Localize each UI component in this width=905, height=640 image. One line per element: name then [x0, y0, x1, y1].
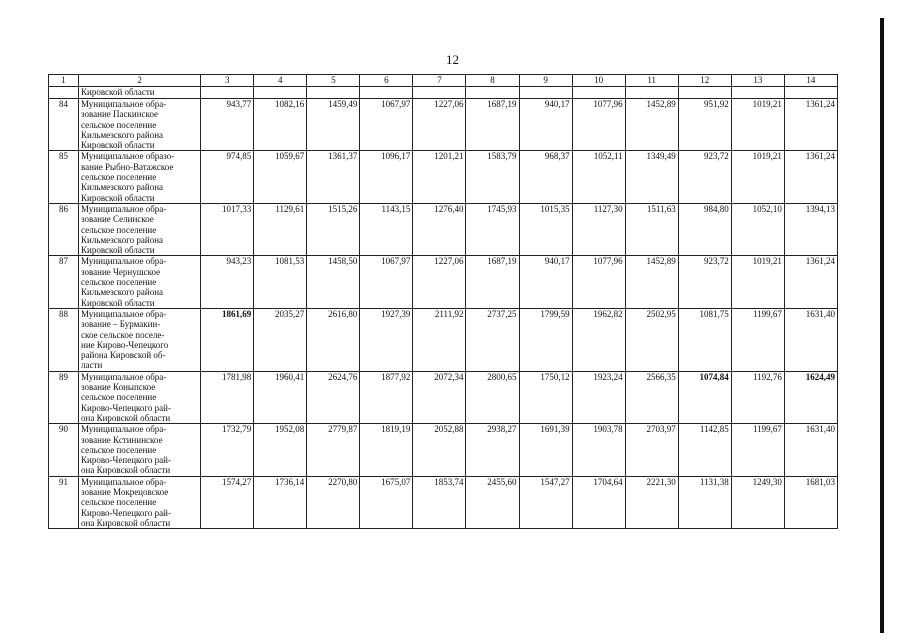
- value-cell-col-14: 1624,49: [784, 371, 837, 423]
- value-cell-col-4: 1952,08: [254, 424, 307, 476]
- municipality-name-line: Кировской области: [81, 192, 155, 203]
- value-cell-col-5: 1459,49: [307, 99, 360, 151]
- municipality-name-line: ние Кирово-Чепецкого: [81, 339, 169, 350]
- value-cell-col-12: 1131,38: [678, 476, 731, 528]
- municipality-name-line: Кировской области: [81, 297, 155, 308]
- value-cell-col-10: 1052,11: [572, 151, 625, 203]
- continuation-empty-cell: [572, 87, 625, 99]
- value-cell-col-3: 1861,69: [201, 308, 254, 371]
- page-edge-bar: [880, 18, 884, 633]
- value-cell-col-3: 943,77: [201, 99, 254, 151]
- municipality-name-cell: [79, 99, 201, 151]
- table-row: [49, 476, 838, 528]
- column-header-4: 4: [254, 75, 307, 87]
- value-cell-col-4: 1081,53: [254, 256, 307, 308]
- continuation-empty-cell: [360, 87, 413, 99]
- municipality-name-line: Кильмезского района: [81, 234, 164, 245]
- municipality-name-line: сельское поселение: [81, 497, 157, 508]
- column-header-11: 11: [625, 75, 678, 87]
- value-cell-col-13: 1052,10: [731, 203, 784, 255]
- municipality-name-line: Муниципальное обра-: [81, 308, 167, 319]
- municipality-name-cell: [79, 424, 201, 476]
- value-cell-col-6: 1096,17: [360, 151, 413, 203]
- municipality-name-line: она Кировской области: [81, 465, 171, 476]
- value-cell-col-4: 1960,41: [254, 371, 307, 423]
- value-cell-col-7: 1853,74: [413, 476, 466, 528]
- municipality-name-line: Кировской области: [81, 140, 155, 151]
- table-continuation-row: [49, 87, 838, 99]
- value-cell-col-9: 940,17: [519, 256, 572, 308]
- value-cell-col-10: 1077,96: [572, 99, 625, 151]
- table-row: [49, 308, 838, 371]
- continuation-empty-cell: [731, 87, 784, 99]
- row-number-cell: 86: [49, 203, 79, 255]
- value-cell-col-6: 1067,97: [360, 99, 413, 151]
- value-cell-col-4: 1059,67: [254, 151, 307, 203]
- value-cell-col-9: 940,17: [519, 99, 572, 151]
- value-cell-col-9: 1799,59: [519, 308, 572, 371]
- value-cell-col-7: 1227,06: [413, 256, 466, 308]
- value-cell-col-11: 2566,35: [625, 371, 678, 423]
- value-cell-col-9: 1547,27: [519, 476, 572, 528]
- continuation-empty-cell: [519, 87, 572, 99]
- value-cell-col-5: 1458,50: [307, 256, 360, 308]
- value-cell-col-8: 1687,19: [466, 256, 519, 308]
- value-cell-col-4: 2035,27: [254, 308, 307, 371]
- column-header-1: 1: [49, 75, 79, 87]
- municipality-name-line: зование Чернушское: [81, 266, 161, 277]
- value-cell-col-7: 2072,34: [413, 371, 466, 423]
- value-cell-col-6: 1819,19: [360, 424, 413, 476]
- value-cell-col-14: 1361,24: [784, 256, 837, 308]
- value-cell-col-3: 943,23: [201, 256, 254, 308]
- municipality-name-line: Кирово-Чепецкого рай-: [81, 402, 171, 413]
- value-cell-col-10: 1962,82: [572, 308, 625, 371]
- column-header-14: 14: [784, 75, 837, 87]
- value-cell-col-7: 1227,06: [413, 99, 466, 151]
- value-cell-col-5: 2779,87: [307, 424, 360, 476]
- municipality-name-cell: [79, 151, 201, 203]
- municipality-name-line: вание Рыбно-Ватажское: [81, 161, 174, 172]
- row-number-cell: 88: [49, 308, 79, 371]
- table-row: [49, 371, 838, 423]
- municipality-name-line: Муниципальное обра-: [81, 424, 167, 435]
- value-cell-col-10: 1704,64: [572, 476, 625, 528]
- value-cell-col-3: 974,85: [201, 151, 254, 203]
- row-number-cell: 87: [49, 256, 79, 308]
- continuation-empty-cell: [307, 87, 360, 99]
- value-cell-col-3: 1781,98: [201, 371, 254, 423]
- municipality-name-line: Муниципальное обра-: [81, 256, 167, 267]
- column-header-6: 6: [360, 75, 413, 87]
- column-header-12: 12: [678, 75, 731, 87]
- value-cell-col-11: 1452,89: [625, 256, 678, 308]
- value-cell-col-4: 1129,61: [254, 203, 307, 255]
- municipality-name-cell: [79, 371, 201, 423]
- municipality-name-line: Муниципальное обра-: [81, 203, 167, 214]
- municipality-name-line: зование Паскинское: [81, 109, 159, 120]
- municipality-name-cell: [79, 308, 201, 371]
- value-cell-col-12: 1074,84: [678, 371, 731, 423]
- value-cell-col-8: 1687,19: [466, 99, 519, 151]
- value-cell-col-10: 1127,30: [572, 203, 625, 255]
- value-cell-col-5: 1515,26: [307, 203, 360, 255]
- value-cell-col-13: 1199,67: [731, 308, 784, 371]
- value-cell-col-14: 1681,03: [784, 476, 837, 528]
- table-row: [49, 256, 838, 308]
- municipality-name-line: зование Кстининское: [81, 434, 163, 445]
- continuation-name-cell: Кировской области: [79, 87, 201, 99]
- value-cell-col-7: 2111,92: [413, 308, 466, 371]
- row-number-cell: 85: [49, 151, 79, 203]
- value-cell-col-6: 1143,15: [360, 203, 413, 255]
- value-cell-col-3: 1017,33: [201, 203, 254, 255]
- value-cell-col-12: 984,80: [678, 203, 731, 255]
- column-header-9: 9: [519, 75, 572, 87]
- continuation-empty-cell: [413, 87, 466, 99]
- table-row: [49, 424, 838, 476]
- value-cell-col-12: 1081,75: [678, 308, 731, 371]
- row-number-cell: 90: [49, 424, 79, 476]
- continuation-empty-cell: [678, 87, 731, 99]
- value-cell-col-8: 2938,27: [466, 424, 519, 476]
- continuation-empty-cell: [784, 87, 837, 99]
- table-header-row: [49, 75, 838, 87]
- value-cell-col-13: 1019,21: [731, 151, 784, 203]
- row-number-cell: 84: [49, 99, 79, 151]
- municipality-name-line: сельское поселение: [81, 444, 157, 455]
- value-cell-col-12: 923,72: [678, 256, 731, 308]
- value-cell-col-12: 1142,85: [678, 424, 731, 476]
- data-table: [48, 74, 838, 529]
- municipality-name-line: Кильмезского района: [81, 129, 164, 140]
- value-cell-col-8: 2455,60: [466, 476, 519, 528]
- municipality-name-line: зование Коныпское: [81, 382, 156, 393]
- value-cell-col-14: 1394,13: [784, 203, 837, 255]
- value-cell-col-12: 951,92: [678, 99, 731, 151]
- column-header-3: 3: [201, 75, 254, 87]
- municipality-name-line: Муниципальное обра-: [81, 476, 167, 487]
- column-header-10: 10: [572, 75, 625, 87]
- value-cell-col-11: 2703,97: [625, 424, 678, 476]
- column-header-2: 2: [79, 75, 201, 87]
- municipality-name-line: Кировской области: [81, 245, 155, 256]
- value-cell-col-13: 1019,21: [731, 99, 784, 151]
- municipality-name-cell: [79, 476, 201, 528]
- value-cell-col-6: 1927,39: [360, 308, 413, 371]
- municipality-name-line: Муниципальное обра-: [81, 371, 167, 382]
- value-cell-col-12: 923,72: [678, 151, 731, 203]
- value-cell-col-13: 1199,67: [731, 424, 784, 476]
- municipality-name-line: сельское поселение: [81, 392, 157, 403]
- value-cell-col-13: 1019,21: [731, 256, 784, 308]
- value-cell-col-5: 2624,76: [307, 371, 360, 423]
- municipality-name-line: сельское поселение: [81, 277, 157, 288]
- municipality-name-cell: [79, 256, 201, 308]
- value-cell-col-8: 1745,93: [466, 203, 519, 255]
- municipality-name-line: зование Мокрецовское: [81, 486, 169, 497]
- row-number-cell: 91: [49, 476, 79, 528]
- value-cell-col-4: 1082,16: [254, 99, 307, 151]
- municipality-name-line: зование Селинское: [81, 214, 154, 225]
- municipality-name-line: ласти: [81, 360, 103, 371]
- value-cell-col-14: 1631,40: [784, 424, 837, 476]
- value-cell-col-11: 1452,89: [625, 99, 678, 151]
- value-cell-col-14: 1631,40: [784, 308, 837, 371]
- value-cell-col-9: 1750,12: [519, 371, 572, 423]
- value-cell-col-11: 1349,49: [625, 151, 678, 203]
- value-cell-col-13: 1249,30: [731, 476, 784, 528]
- table-row: [49, 203, 838, 255]
- value-cell-col-3: 1732,79: [201, 424, 254, 476]
- value-cell-col-5: 2270,80: [307, 476, 360, 528]
- value-cell-col-10: 1903,78: [572, 424, 625, 476]
- municipality-name-line: она Кировской области: [81, 517, 171, 528]
- value-cell-col-10: 1923,24: [572, 371, 625, 423]
- municipality-name-line: района Кировской об-: [81, 350, 166, 361]
- continuation-empty-cell: [625, 87, 678, 99]
- municipality-name-line: зование – Бурмакин-: [81, 319, 161, 330]
- continuation-empty-cell: [201, 87, 254, 99]
- page-number: 12: [446, 52, 459, 67]
- column-header-13: 13: [731, 75, 784, 87]
- value-cell-col-11: 1511,63: [625, 203, 678, 255]
- municipality-name-line: Кирово-Чепецкого рай-: [81, 507, 171, 518]
- continuation-empty-cell: [466, 87, 519, 99]
- value-cell-col-10: 1077,96: [572, 256, 625, 308]
- value-cell-col-11: 2502,95: [625, 308, 678, 371]
- column-header-7: 7: [413, 75, 466, 87]
- value-cell-col-14: 1361,24: [784, 99, 837, 151]
- value-cell-col-11: 2221,30: [625, 476, 678, 528]
- continuation-empty-cell: [254, 87, 307, 99]
- municipality-name-line: Муниципальное образо-: [81, 151, 175, 162]
- row-number-cell: 89: [49, 371, 79, 423]
- value-cell-col-6: 1067,97: [360, 256, 413, 308]
- municipality-name-line: Кильмезского района: [81, 287, 164, 298]
- municipality-name-line: Муниципальное обра-: [81, 99, 167, 109]
- value-cell-col-7: 2052,88: [413, 424, 466, 476]
- municipality-name-line: сельское поселение: [81, 172, 157, 183]
- column-header-8: 8: [466, 75, 519, 87]
- value-cell-col-3: 1574,27: [201, 476, 254, 528]
- value-cell-col-14: 1361,24: [784, 151, 837, 203]
- value-cell-col-9: 968,37: [519, 151, 572, 203]
- value-cell-col-6: 1675,07: [360, 476, 413, 528]
- column-header-5: 5: [307, 75, 360, 87]
- value-cell-col-5: 2616,80: [307, 308, 360, 371]
- municipality-name-line: сельское поселение: [81, 224, 157, 235]
- municipality-name-line: она Кировской области: [81, 412, 171, 423]
- value-cell-col-7: 1276,40: [413, 203, 466, 255]
- value-cell-col-6: 1877,92: [360, 371, 413, 423]
- table-row: [49, 99, 838, 151]
- value-cell-col-8: 2737,25: [466, 308, 519, 371]
- municipality-name-line: ское сельское поселе-: [81, 329, 165, 340]
- table-row: [49, 151, 838, 203]
- municipality-name-line: Кильмезского района: [81, 182, 164, 193]
- value-cell-col-8: 2800,65: [466, 371, 519, 423]
- value-cell-col-7: 1201,21: [413, 151, 466, 203]
- value-cell-col-5: 1361,37: [307, 151, 360, 203]
- value-cell-col-4: 1736,14: [254, 476, 307, 528]
- municipality-name-line: сельское поселение: [81, 119, 157, 130]
- value-cell-col-13: 1192,76: [731, 371, 784, 423]
- municipality-name-cell: [79, 203, 201, 255]
- value-cell-col-9: 1015,35: [519, 203, 572, 255]
- value-cell-col-8: 1583,79: [466, 151, 519, 203]
- table-body: [49, 87, 838, 529]
- value-cell-col-9: 1691,39: [519, 424, 572, 476]
- municipality-name-line: Кирово-Чепецкого рай-: [81, 455, 171, 466]
- continuation-num-cell: [49, 87, 79, 99]
